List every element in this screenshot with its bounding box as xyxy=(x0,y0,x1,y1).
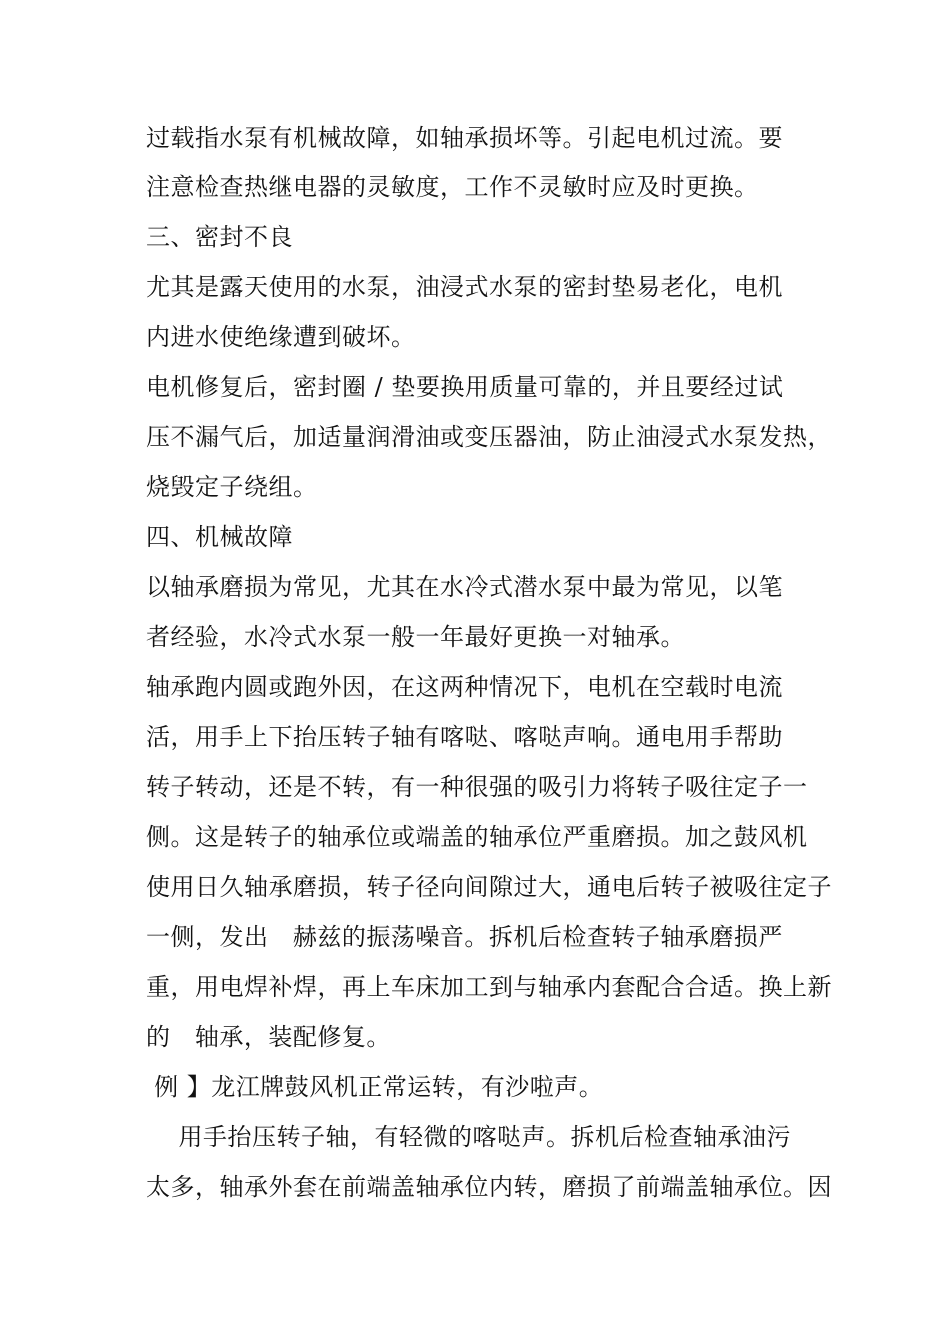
text-line: 太多，轴承外套在前端盖轴承位内转，磨损了前端盖轴承位。因 xyxy=(146,1173,832,1201)
text-line: 活，用手上下抬压转子轴有喀哒、喀哒声响。通电用手帮助 xyxy=(146,723,783,751)
text-line: 者经验，水冷式水泵一般一年最好更换一对轴承。 xyxy=(146,623,685,651)
text-line: 尤其是露天使用的水泵，油浸式水泵的密封垫易老化，电机 xyxy=(146,273,783,301)
text-line: 烧毁定子绕组。 xyxy=(146,473,318,501)
text-line: 压不漏气后，加适量润滑油或变压器油，防止油浸式水泵发热， xyxy=(146,423,832,451)
section-heading: 四、机械故障 xyxy=(146,523,293,551)
text-line: 轴承跑内圆或跑外因，在这两种情况下，电机在空载时电流 xyxy=(146,673,783,701)
example-line: 例 】龙江牌鼓风机正常运转，有沙啦声。 xyxy=(146,1073,604,1101)
text-line: 使用日久轴承磨损，转子径向间隙过大，通电后转子被吸往定子 xyxy=(146,873,832,901)
text-line: 内进水使绝缘遭到破坏。 xyxy=(146,323,416,351)
text-line: 注意检查热继电器的灵敏度，工作不灵敏时应及时更换。 xyxy=(146,173,759,201)
text-line: 以轴承磨损为常见，尤其在水冷式潜水泵中最为常见，以笔 xyxy=(146,573,783,601)
text-line: 的 轴承，装配修复。 xyxy=(146,1023,391,1051)
text-line: 转子转动，还是不转，有一种很强的吸引力将转子吸往定子一 xyxy=(146,773,808,801)
text-line: 用手抬压转子轴，有轻微的喀哒声。拆机后检查轴承油污 xyxy=(146,1123,792,1151)
text-line: 重，用电焊补焊，再上车床加工到与轴承内套配合合适。换上新 xyxy=(146,973,832,1001)
section-heading: 三、密封不良 xyxy=(146,223,293,251)
text-line: 过载指水泵有机械故障，如轴承损坏等。引起电机过流。要 xyxy=(146,124,783,152)
text-line: 电机修复后，密封圈 / 垫要换用质量可靠的，并且要经过试 xyxy=(146,373,784,401)
text-line: 侧。这是转子的轴承位或端盖的轴承位严重磨损。加之鼓风机 xyxy=(146,823,808,851)
text-line: 一侧，发出 赫兹的振荡噪音。拆机后检查转子轴承磨损严 xyxy=(146,923,783,951)
